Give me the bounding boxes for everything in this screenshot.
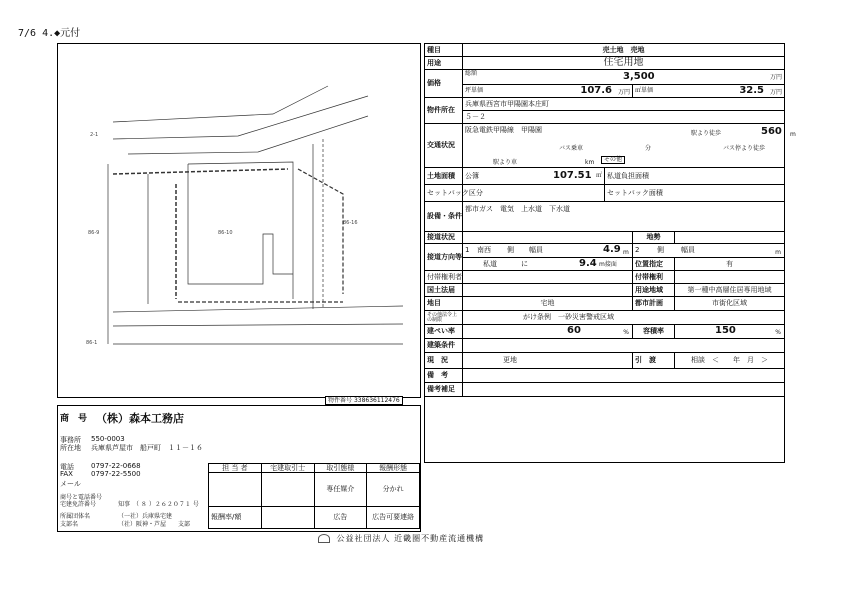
- m2-unit: ㎡: [595, 172, 602, 179]
- hosyu-rate-label: 報酬率/額: [209, 507, 262, 529]
- tsubo-value: 107.6: [580, 85, 612, 96]
- kenpei-unit: %: [623, 329, 629, 336]
- org-logo-icon: [318, 534, 330, 543]
- shibu-name: （社）阪神・芦屋 支部: [118, 521, 191, 528]
- sonota-label: その他法令上の制限: [425, 311, 463, 325]
- svg-text:2-1: 2-1: [90, 132, 99, 138]
- chisei-label: 地勢: [633, 232, 675, 244]
- kobo-label: 公簿: [465, 172, 479, 180]
- m-label: ㎡単価: [635, 87, 654, 94]
- company-name: （株）森本工務店: [96, 412, 184, 425]
- shido-ni: に: [521, 260, 528, 268]
- company-panel: [57, 405, 421, 532]
- h1-direction: 南西: [477, 246, 491, 254]
- ensen-value: 阪急電鉄甲陽線 甲陽園: [465, 126, 542, 134]
- menseki-value: 107.51: [553, 170, 592, 181]
- h1-index: 1: [465, 246, 470, 254]
- toho-value: 560: [761, 126, 782, 137]
- company-fax: 0797-22-5500: [91, 470, 141, 478]
- shido-label: 私道: [483, 260, 497, 268]
- toshi-label: 都市計画: [633, 297, 675, 311]
- futai-label: 付帯権利: [633, 271, 675, 284]
- tel-label: 電話: [60, 463, 74, 471]
- youto2-label: 用途地域: [633, 284, 675, 297]
- h1-side: 側: [507, 246, 514, 254]
- taiyo-header: 取引態様: [314, 464, 367, 473]
- kenpei-label: 建ぺい率: [425, 325, 463, 339]
- footer-text: 公益社団法人 近畿圏不動産流通機構: [336, 534, 485, 543]
- shido-width: 9.4: [579, 258, 597, 269]
- shozai-line1: 兵庫県西宮市甲陽園本庄町: [463, 98, 785, 111]
- shubetsu-label: 種目: [425, 44, 463, 57]
- dantai-name: （一社）兵庫県宅建: [118, 513, 173, 520]
- setsudo-label: 接道状況: [425, 232, 463, 244]
- addr-label: 所在地: [60, 444, 81, 452]
- ichi-label: 位置指定: [633, 258, 675, 271]
- setsubi-value: 都市ガス 電気 上水道 下水道: [463, 202, 785, 232]
- mail-label: メール: [60, 480, 81, 488]
- h2-index: 2: [635, 246, 640, 254]
- chimoku-value: 宅地: [463, 297, 633, 311]
- km-unit: km: [585, 159, 595, 166]
- kenpei-value: 60: [567, 325, 581, 336]
- site-plan-drawing: [58, 44, 420, 397]
- property-info-table: [424, 43, 796, 463]
- company-tel: 0797-22-0668: [91, 462, 141, 470]
- kotsu-label: 交通状況: [425, 124, 463, 168]
- youto2-value: 第一種中高層住居専用地域: [675, 284, 785, 297]
- map-panel: [57, 43, 421, 398]
- tsubo-label: 坪単価: [465, 87, 484, 94]
- toho-unit: m: [790, 131, 796, 138]
- reg-label-2: 宅建免許番号: [60, 501, 97, 508]
- bus-label: バス乗車: [559, 145, 584, 152]
- biko-hosoku-label: 備考補足: [425, 383, 463, 397]
- h1-unit: m: [623, 249, 629, 256]
- kokudo-label: 国土法届: [425, 284, 463, 297]
- other-label: その他: [601, 156, 625, 164]
- svg-text:86-16: 86-16: [343, 220, 358, 226]
- shozai-label: 物件所在: [425, 98, 463, 124]
- shido-unit: m接面: [599, 261, 617, 268]
- eki-car-label: 駅より車: [493, 159, 518, 166]
- bus-walk-label: バス停より徒歩: [723, 145, 766, 152]
- dantai-label: 所属団体名: [60, 513, 91, 520]
- m-price-value: 32.5: [739, 85, 764, 96]
- bus-min: 分: [645, 145, 652, 152]
- page-header: 7/6 4.◆元付: [18, 28, 81, 39]
- h1-width: 4.9: [603, 244, 621, 255]
- genkyo-value: 更地: [463, 353, 633, 369]
- hikiwatashi-label: 引 渡: [633, 353, 675, 369]
- contact-table: [208, 463, 420, 529]
- yoseki-unit: %: [775, 329, 781, 336]
- m-unit: 万円: [769, 89, 782, 96]
- shogo-label: 商 号: [60, 414, 88, 424]
- svg-text:86-9: 86-9: [88, 230, 100, 236]
- setback-label: セットバック区分: [425, 185, 463, 202]
- sonota-value: がけ条例 一砂災害警戒区域: [463, 311, 785, 325]
- setback-m-label: セットバック面積: [605, 185, 785, 202]
- chimoku-label: 地目: [425, 297, 463, 311]
- toshi-value: 市街化区域: [675, 297, 785, 311]
- hosyu-header: 報酬形態: [367, 464, 420, 473]
- yoseki-value: 150: [715, 325, 736, 336]
- kakaku-label: 価格: [425, 70, 463, 98]
- kakaku-value: 3,500: [623, 71, 655, 82]
- svg-text:86-10: 86-10: [218, 230, 233, 236]
- company-address: 兵庫県芦屋市 船戸町 １１－１６: [91, 444, 203, 452]
- hosyu-value: 分かれ: [367, 473, 420, 507]
- taiyo-value: 専任媒介: [314, 473, 367, 507]
- office-zip: 550-0003: [91, 435, 125, 443]
- youto-value: 住宅用地: [463, 57, 785, 70]
- h2-width-label: 幅員: [681, 246, 695, 254]
- tanto-header: 担 当 者: [209, 464, 262, 473]
- kakaku-unit: 万円: [769, 74, 782, 81]
- shozai-line2: ５－２: [463, 111, 785, 124]
- bukken-number: [325, 396, 403, 405]
- office-label: 事務所: [60, 436, 81, 444]
- shibu-label: 支部名: [60, 521, 79, 528]
- tsubo-unit: 万円: [617, 89, 630, 96]
- houkou-label: 接道方向等: [425, 244, 463, 271]
- hikiwatashi-value: 相談 ＜ 年 月 ＞: [675, 353, 785, 369]
- torihiki-header: 宅建取引士: [261, 464, 314, 473]
- youto-label: 用途: [425, 57, 463, 70]
- shiyu-label: 私道負担面積: [605, 168, 785, 185]
- h2-side: 側: [657, 246, 664, 254]
- koukoku-label: 広告: [314, 507, 367, 529]
- toho-label: 駅より徒歩: [691, 130, 722, 137]
- svg-text:86-1: 86-1: [86, 340, 98, 346]
- bukken-no: 338636112476: [353, 397, 400, 404]
- yoseki-label: 容積率: [633, 325, 675, 339]
- sohoku-label: 付帯権利者: [425, 271, 463, 284]
- footer-org: [318, 533, 484, 544]
- genkyo-label: 現 況: [425, 353, 463, 369]
- biko-label: 備 考: [425, 369, 463, 383]
- koukoku-value: 広告可要連絡: [367, 507, 420, 529]
- kakaku-sub: 総額: [465, 70, 478, 77]
- h1-width-label: 幅員: [529, 246, 543, 254]
- shubetsu-value: 売土地 売地: [463, 44, 785, 57]
- license-number: 知事 （ ８ ）２６２０７１ 号: [118, 501, 199, 508]
- fax-label: FAX: [60, 470, 73, 478]
- bukken-label: 物件番号: [328, 397, 353, 404]
- menseki-label: 土地面積: [425, 168, 463, 185]
- setsubi-label: 設備・条件: [425, 202, 463, 232]
- reg-label-1: 商号と電話番号: [60, 494, 103, 501]
- ichi-value: 有: [675, 258, 785, 271]
- h2-unit: m: [775, 249, 781, 256]
- kenchiku-label: 建築条件: [425, 339, 463, 353]
